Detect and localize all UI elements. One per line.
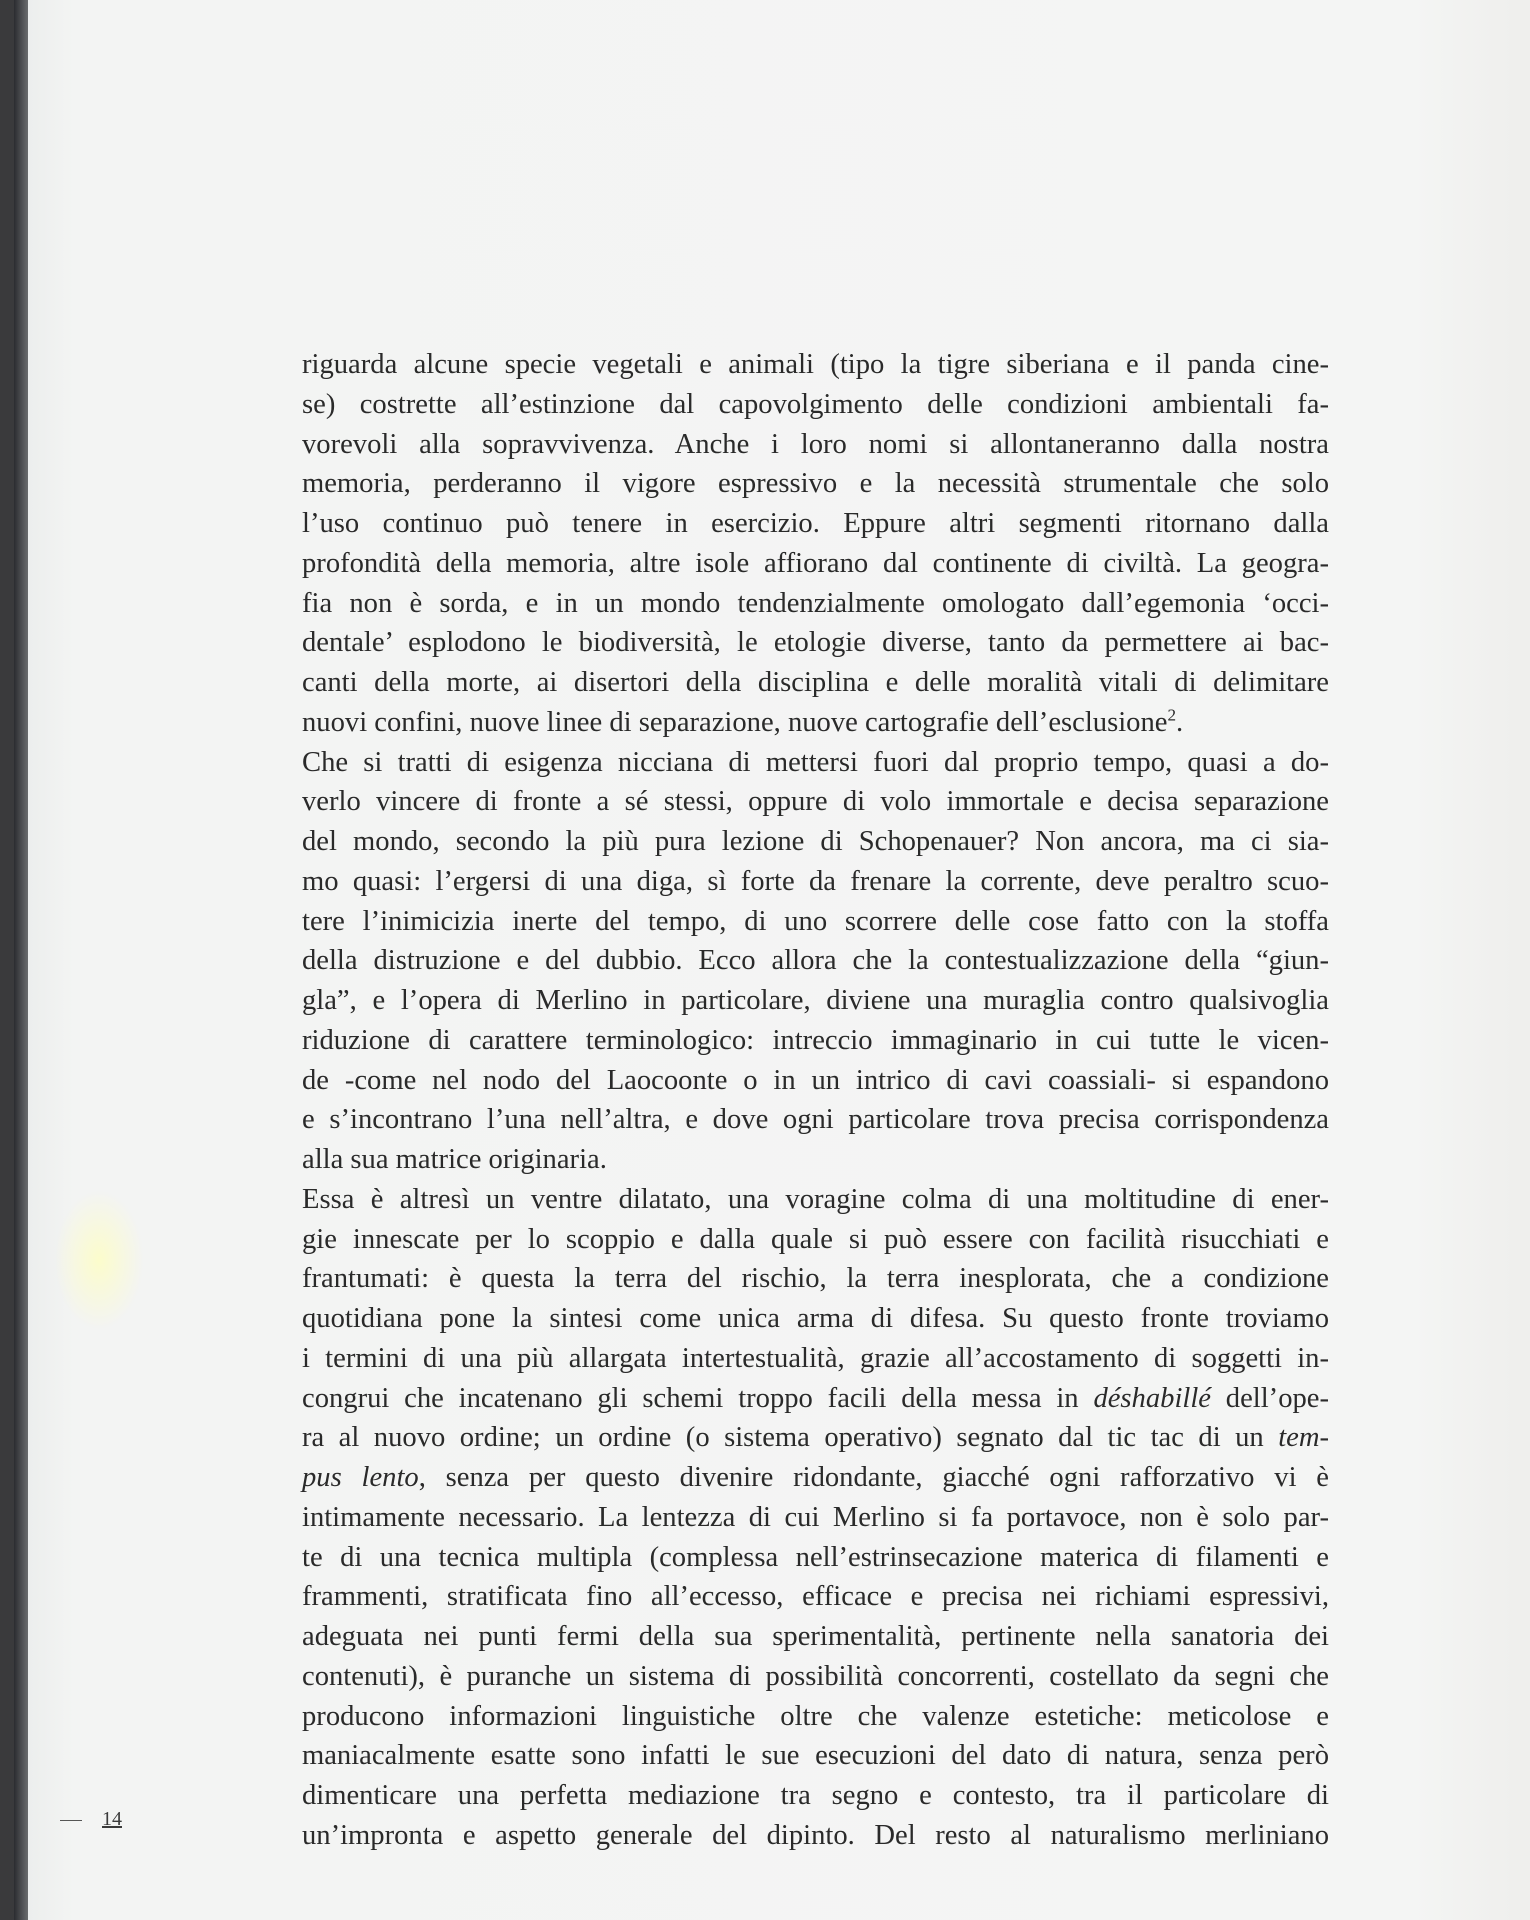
text-line: verlo vincere di fronte a sé stessi, oppure di volo immortale e decisa separazione [302,786,1329,818]
text-line: se) costrette all’estinzione dal capovolgimento delle condizioni ambientali fa- [302,388,1329,420]
text-line: del mondo, secondo la più pura lezione di Schopenauer? Non ancora, ma ci sia- [302,826,1329,857]
text-line: profondità della memoria, altre isole affiorano dal continente di civiltà. La geogra- [302,547,1329,579]
text-line: adeguata nei punti fermi della sua sperimentalità, pertinente nella sanatoria dei [302,1621,1329,1652]
light-glare [54,1190,144,1330]
text-segment: ra al nuovo ordine; un ordine (o sistema operativo) segnato dal tic tac di un [302,1422,1279,1454]
text-segment: dell’ope- [1210,1382,1330,1414]
text-line: i termini di una più allargata intertestualità, grazie all’accostamento di soggetti in- [302,1342,1329,1374]
text-line: dentale’ esplodono le biodiversità, le etologie diverse, tanto da permettere ai bac- [302,627,1329,659]
text-line-with-italic [302,1458,1329,1498]
text-line: canti della morte, ai disertori della disciplina e delle moralità vitali di delimitare [302,667,1329,698]
text-line: dimenticare una perfetta mediazione tra segno e contesto, tra il particolare di [302,1780,1329,1811]
body-text [302,345,1329,1856]
text-line: gla”, e l’opera di Merlino in particolare, diviene una muraglia contro qualsivoglia [302,985,1329,1016]
book-page [14,0,1530,1920]
italic-term: déshabillé [1093,1382,1211,1414]
text-line: mo quasi: l’ergersi di una diga, sì forte da frenare la corrente, deve peraltro scuo- [302,865,1329,897]
text-line: de -come nel nodo del Laocoonte o in un intrico di cavi coassiali- si espandono [302,1064,1329,1096]
text-line: quotidiana pone la sintesi come unica arma di difesa. Su questo fronte troviamo [302,1303,1329,1334]
text-line: vorevoli alla sopravvivenza. Anche i loro nomi si allontaneranno dalla nostra [302,428,1329,460]
text-line: memoria, perderanno il vigore espressivo e la necessità strumentale che solo [302,468,1329,500]
text-segment: , senza per questo divenire ridondante, giacché ogni rafforzativo vi è [418,1462,1329,1493]
footnote-reference: 2 [1167,705,1177,725]
page-binding-edge [14,0,28,1920]
page-number: 14 [102,1808,122,1830]
text-line: della distruzione e del dubbio. Ecco allora che la contestualizzazione della “giun- [302,945,1329,977]
text-line-with-footnote [302,703,1329,743]
text-line: un’impronta e aspetto generale del dipinto. Del resto al naturalismo merliniano [302,1819,1329,1851]
text-line: tere l’inimicizia inerte del tempo, di uno scorrere delle cose fatto con la stoffa [302,905,1329,937]
text-segment: congrui che incatenano gli schemi troppo facili della messa in [302,1382,1094,1414]
text-line: intimamente necessario. La lentezza di cui Merlino si fa portavoce, non è solo par- [302,1501,1329,1533]
text-line: maniacalmente esatte sono infatti le sue esecuzioni del dato di natura, senza però [302,1740,1329,1772]
text-line: l’uso continuo può tenere in esercizio. Eppure altri segmenti ritornano dalla [302,508,1329,539]
text-line: Che si tratti di esigenza nicciana di mettersi fuori dal proprio tempo, quasi a do- [302,746,1329,778]
text-line: gie innescate per lo scoppio e dalla quale si può essere con facilità risucchiati e [302,1223,1329,1255]
italic-term: pus lento [302,1462,419,1493]
text-line: frammenti, stratificata fino all’eccesso, efficace e precisa nei richiami espressivi, [302,1581,1329,1613]
text-line-with-italic [302,1379,1329,1419]
text-segment: . [1176,706,1184,738]
text-line: riduzione di carattere terminologico: intreccio immaginario in cui tutte le vicen- [302,1024,1329,1056]
text-segment: nuovi confini, nuove linee di separazione, nuove cartografie dell’esclusione [302,706,1168,738]
text-line: te di una tecnica multipla (complessa nell’estrinsecazione materica di filamenti e [302,1541,1329,1573]
text-line: producono informazioni linguistiche oltre che valenze estetiche: meticolose e [302,1700,1329,1732]
margin-mark [60,1820,82,1821]
text-line: contenuti), è puranche un sistema di possibilità concorrenti, costellato da segni che [302,1660,1329,1692]
text-line-with-italic [302,1418,1329,1458]
text-line: riguarda alcune specie vegetali e animali (tipo la tigre siberiana e il panda cine- [302,349,1329,380]
text-line: frantumati: è questa la terra del rischio, la terra inesplorata, che a condizione [302,1263,1329,1295]
text-line: fia non è sorda, e in un mondo tendenzialmente omologato dall’egemonia ‘occi- [302,587,1329,619]
text-line: alla sua matrice originaria. [302,1144,607,1175]
italic-term: tem- [1278,1422,1329,1454]
text-line: Essa è altresì un ventre dilatato, una voragine colma di una moltitudine di ener- [302,1183,1329,1215]
text-line: e s’incontrano l’una nell’altra, e dove ogni particolare trova precisa corrispondenza [302,1104,1329,1136]
